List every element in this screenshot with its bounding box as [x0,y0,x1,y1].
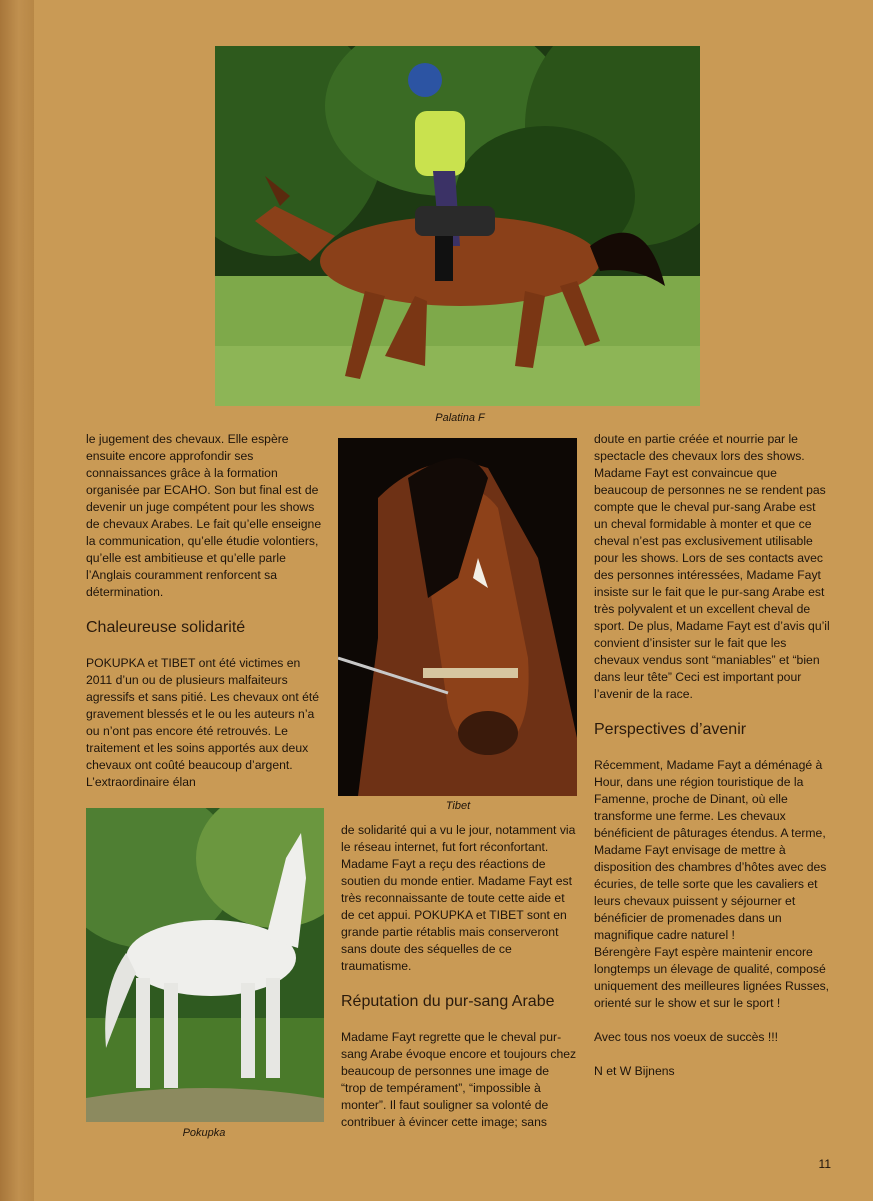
col3-paragraph: doute en partie créée et nourrie par le spectacle des chevaux lors des shows. Madame Fayt est convaincue que beaucoup de personnes ne se rendent pas compte que le cheval pur-sang Arabe est un cheval formidable à monter et que ce cheval n’est pas exclusivement utilisable pour les shows. Lors de ses contacts avec des personnes intéressées, Madame Fayt insiste sur le fait que le pur-sang Arabe est très polyvalent et un excellent cheval de sport. De plus, Madame Fayt est d’avis qu’il convient d’insister sur le fait que les chevaux vendus sont “maniables” et “bien dans leur tête” Ceci est important pour l’avenir de la race. [594,432,830,701]
caption-tibet: Tibet [445,800,471,812]
page-number: 11 [818,1157,831,1171]
column-2 [341,822,577,1131]
photo-pokupka [86,808,324,1122]
column-1 [86,431,324,791]
column-3 [594,431,832,1080]
closing-wishes: Avec tous nos voeux de succès !!! [594,1030,779,1044]
caption-pokupka: Pokupka [182,1127,226,1139]
caption-palatina: Palatina F [435,412,485,424]
heading-reputation: Réputation du pur-sang Arabe [341,993,555,1010]
col3-paragraph-3: Bérengère Fayt espère maintenir encore longtemps un élevage de qualité, composé uniquement des meilleures lignées Russes, orienté sur le show et sur le sport ! [594,945,830,1010]
photo-palatina [215,46,700,406]
magazine-spine [0,0,34,1201]
heading-chaleureuse-solidarite: Chaleureuse solidarité [86,619,246,636]
heading-perspectives: Perspectives d’avenir [594,721,747,738]
signature: N et W Bijnens [594,1064,675,1078]
col1-paragraph: POKUPKA et TIBET ont été victimes en 2011 d’un ou de plusieurs malfaiteurs agressifs et sans pitié. Les chevaux ont été gravement blessés et le ou les auteurs n’a ou n’ont pas encore été retrouvés. Le traitement et les soins apportés aux deux chevaux ont coûté beaucoup d’argent. L’extraordinaire élan [86,656,320,789]
photo-tibet [338,438,577,796]
col3-paragraph-2: Récemment, Madame Fayt a déménagé à Hour, dans une région touristique de la Famenne, proche de Dinant, où elle transforme une ferme. Les chevaux bénéficient de pâturages étendus. A terme, Madame Fayt envisage de mettre à disposition des chambres d’hôtes avec des écuries, de telle sorte que les cavaliers et leurs chevaux puissent y séjourner et bénéficier de promenades dans un magnifique cadre naturel ! [594,758,827,942]
col2-paragraph-2: Madame Fayt regrette que le cheval pur-sang Arabe évoque encore et toujours chez beaucoup de personnes une image de “trop de tempérament”, “impossible à monter”. Il faut souligner sa volonté de contribuer à évincer cette image; sans [341,1030,577,1129]
col1-intro: le jugement des chevaux. Elle espère ensuite encore approfondir ses connaissances grâce à la formation organisée par ECAHO. Son but final est de devenir un juge compétent pour les shows de chevaux Arabes. Le fait qu’elle enseigne la communication, qu’elle étudie volontiers, qu’elle est ambitieuse et qu’elle parle l’Anglais couramment renforcent sa détermination. [86,432,322,599]
col2-paragraph: de solidarité qui a vu le jour, notamment via le réseau internet, fut fort réconfortant. Madame Fayt a reçu des réactions de soutien du monde entier. Madame Fayt est très reconnaissante de toute cette aide et de cet appui. POKUPKA et TIBET sont en grande partie rétablis mais conserveront sans doute des séquelles de ce traumatisme. [341,823,576,973]
